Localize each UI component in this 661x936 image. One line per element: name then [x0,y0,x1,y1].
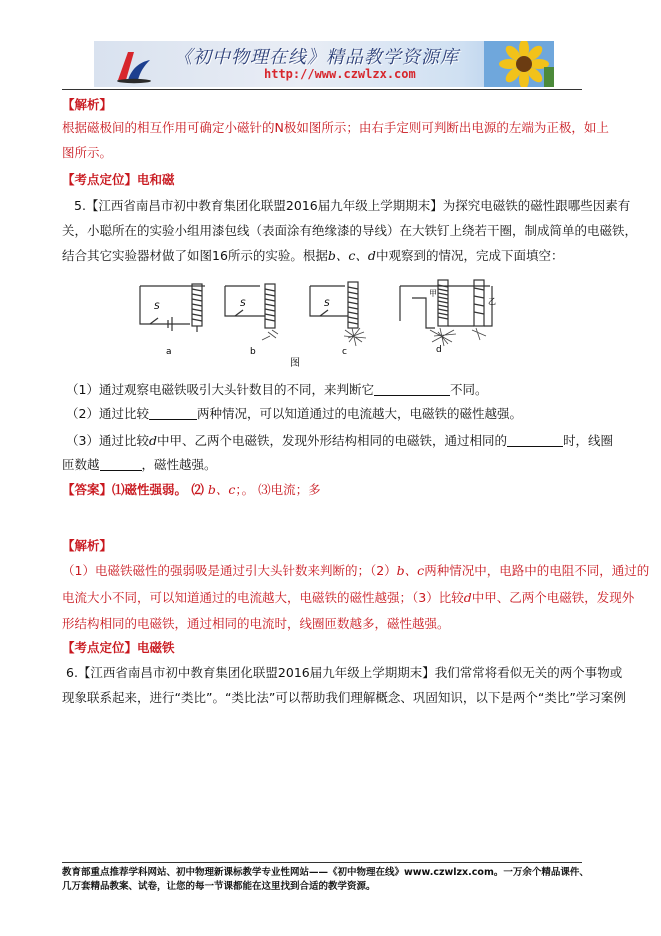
banner-title: 《初中物理在线》精品教学资源库 [174,47,459,68]
switch-label: S [154,302,160,312]
topic-label: 【考点定位】电磁铁 [62,640,175,655]
banner-url[interactable]: http://www.czwlzx.com [264,67,416,81]
label-yi: 乙 [488,297,496,306]
topic-label: 【考点定位】电和磁 [62,172,175,187]
footer-text: 教育部重点推荐学科网站、初中物理新课标教学专业性网站——《初中物理在线》www.czwlzx.com。一万余个精品课件、 [62,867,589,878]
question-text: 6.【江西省南昌市初中教育集团化联盟2016届九年级上学期期末】我们常常将看似无关的两个事物或 [66,665,623,680]
subquestion-1: （1）通过观察电磁铁吸引大头针数目的不同，来判断它 不同。 [66,382,488,397]
figure-label-a: a [166,347,172,357]
header-rule [62,89,582,90]
figure-label-b: b [250,347,256,357]
answer-blank[interactable] [100,458,142,471]
footer-text: 几万套精品教案、试卷，让您的每一节课都能在这里找到合适的教学资源。 [62,881,376,892]
answer-blank[interactable] [374,383,450,396]
analysis-text: 形结构相同的电磁铁，通过相同的电流时，线圈匝数越多，磁性越强。 [62,616,450,631]
analysis-text: 电流大小不同，可以知道通过的电流越大，电磁铁的磁性越强；（3）比较d中甲、乙两个电磁铁，发现外 [62,590,635,605]
subquestion-2: （2）通过比较 两种情况，可以知道通过的电流越大，电磁铁的磁性越强。 [66,406,522,421]
subquestion-3: （3）通过比较d中甲、乙两个电磁铁，发现外形结构相同的电磁铁，通过相同的 时，线圈 [66,433,614,448]
header-banner [94,41,554,87]
figure-label-d: d [436,345,442,355]
figure-caption: 图 [290,358,300,369]
question-text: 5.【江西省南昌市初中教育集团化联盟2016届九年级上学期期末】为探究电磁铁的磁性跟哪些因素有 [74,198,631,213]
answer-blank[interactable] [149,407,197,420]
switch-label: S [324,299,330,309]
analysis-text: （1）电磁铁磁性的强弱吸是通过引大头针数来判断的；（2）b、c两种情况中，电路中的电阻不同，通过的 [62,563,650,578]
question-text: 关，小聪所在的实验小组用漆包线（表面涂有绝缘漆的导线）在大铁钉上绕若干圈，制成简单的电磁铁， [62,223,638,238]
analysis-text: 根据磁极间的相互作用可确定小磁针的N极如图所示；由右手定则可判断出电源的左端为正极，如上 [62,120,609,135]
sunflower-icon [484,41,554,87]
subquestion-3-cont: 匝数越 ，磁性越强。 [62,457,217,472]
answer-blank[interactable] [507,434,563,447]
logo-icon [114,46,154,84]
switch-label: S [240,299,246,309]
question-text: 结合其它实验器材做了如图16所示的实验。根据b、c、d中观察到的情况，完成下面填空： [62,248,564,263]
answer-text: 【答案】⑴磁性强弱。 ⑵ b、c；。 ⑶电流；多 [62,482,321,497]
figure-label-c: c [342,347,347,357]
footer-rule [62,862,582,863]
label-jia: 甲 [429,289,437,298]
experiment-figure [130,276,540,372]
question-text: 现象联系起来，进行“类比”。“类比法”可以帮助我们理解概念、巩固知识，以下是两个“类比”学习案例 [62,690,626,705]
analysis-text: 图所示。 [62,145,113,160]
analysis-label: 【解析】 [62,538,113,553]
analysis-label: 【解析】 [62,97,113,112]
